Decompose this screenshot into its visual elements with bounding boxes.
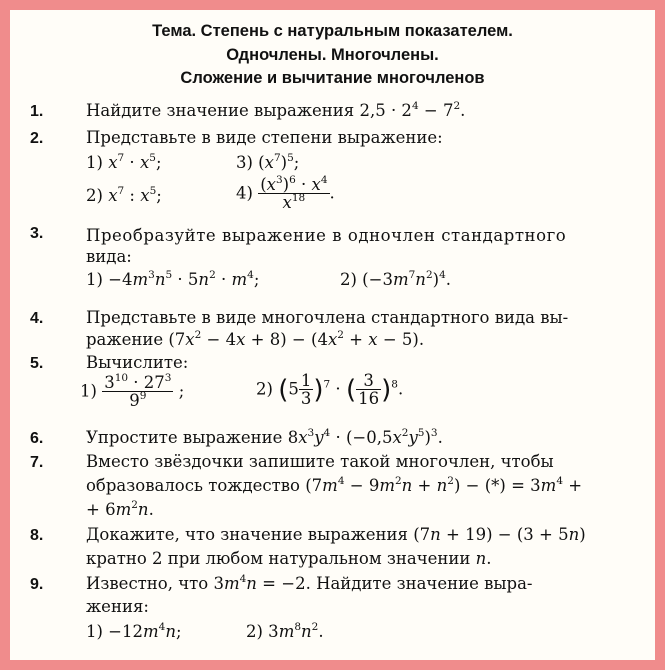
- task-8-line-1: Докажите, что значение выражения (7n + 19) − (3 + 5n): [86, 525, 586, 544]
- task-5-number: 5.: [30, 355, 44, 372]
- task-6: Упростите выражение $8x^3y^4 \cdot (-0,5x^2y^5)^3$.: [86, 427, 443, 447]
- task-1-text: Найдите значение выражения: [86, 101, 355, 120]
- task-3-text: Преобразуйте выражение в одночлен стандартного: [86, 226, 567, 245]
- task-3-text-2: вида:: [86, 247, 132, 266]
- task-6-number: 6.: [30, 430, 44, 447]
- worksheet-page: [10, 10, 655, 660]
- task-4-line-2: ражение $(7x^2 - 4x + 8) - (4x^2 + x - 5)$.: [86, 329, 425, 349]
- topic-subtitle-2: Сложение и вычитание многочленов: [180, 69, 485, 87]
- task-7-number: 7.: [30, 454, 44, 471]
- task-7-line-2: образовалось тождество $(7m^4 - 9m^2n + n^2)$ − (*) = $3m^4$ +: [86, 475, 583, 495]
- task-8-line-2: кратно 2 при любом натуральном значении n.: [86, 549, 492, 568]
- task-4-text: Представьте в виде многочлена стандартного вида вы-: [86, 308, 569, 327]
- task-2-option-4: 4) $\frac{(x^3)^6 \cdot x^4}{x^{18}}$ .: [236, 174, 335, 213]
- task-2-option-2: 2) $x^7$ : $x^5$;: [86, 185, 162, 205]
- task-7-text: Вместо звёздочки запишите такой многочлен, чтобы: [86, 452, 554, 471]
- task-2-fraction: $\frac{(x^3)^6 \cdot x^4}{x^{18}}$: [260, 174, 328, 213]
- task-3-number: 3.: [30, 225, 44, 242]
- task-2-option-1: 1) $x^7 \cdot x^5$;: [86, 152, 162, 172]
- task-2-option-3: 3) $(x^7)^5$;: [236, 152, 300, 172]
- task-3-option-1: $1) -4m^3n^5 \cdot 5n^2 \cdot m^4$;: [86, 269, 260, 289]
- task-9-option-2: 2) $3m^8n^2$.: [246, 621, 324, 641]
- task-5-text: Вычислите:: [86, 353, 189, 372]
- task-1-number: 1.: [30, 103, 44, 120]
- task-2-text: Представьте в виде степени выражение:: [86, 128, 443, 147]
- task-4-number: 4.: [30, 310, 44, 327]
- task-5-option-1: 1) $\frac{3^{10} \cdot 27^3}{9^9}$ ;: [80, 372, 185, 411]
- task-9-number: 9.: [30, 576, 44, 593]
- task-9-line-1: Известно, что $3m^4n = -2$. Найдите значение выра-: [86, 573, 533, 593]
- task-1-expr: $2,5 \cdot 2^4 - 7^2$.: [359, 100, 466, 120]
- task-9-text-2: жения:: [86, 597, 149, 616]
- topic-title: Тема. Степень с натуральным показателем.: [152, 22, 513, 40]
- task-2-number: 2.: [30, 130, 44, 147]
- task-1: [86, 100, 466, 120]
- task-3-option-2: 2) $(-3m^7n^2)^4$.: [340, 269, 451, 289]
- task-7-line-3: + $6m^2n$.: [86, 499, 154, 519]
- task-5-option-2: 2) (5 $\frac{1}{3}$ )$^7$ · ( $\frac{3}{16}$ )$^8$.: [256, 371, 404, 409]
- topic-subtitle: Одночлены. Многочлены.: [226, 46, 439, 64]
- task-9-option-1: $1) -12m^4n$;: [86, 621, 182, 641]
- task-8-number: 8.: [30, 527, 44, 544]
